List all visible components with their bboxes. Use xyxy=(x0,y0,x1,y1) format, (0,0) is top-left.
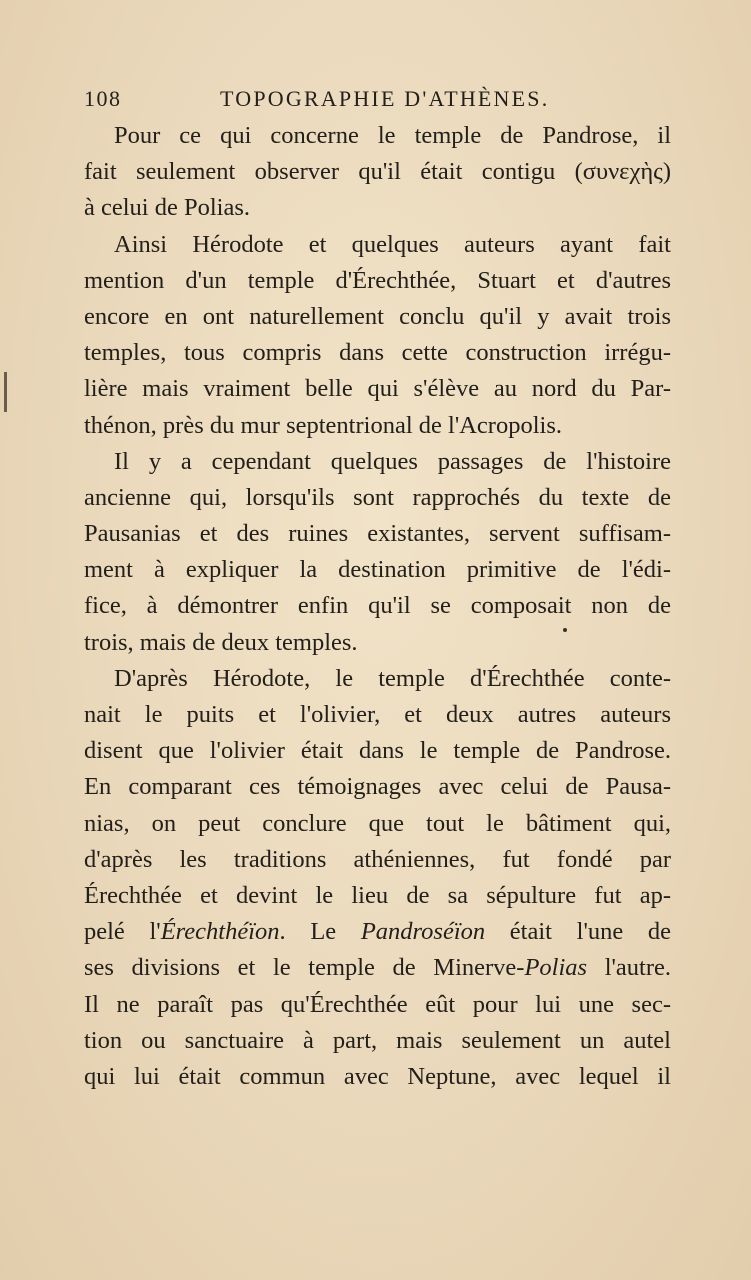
text-line: tion ou sanctuaire à part, mais seulement un autel xyxy=(84,1026,671,1054)
text-run: . Le xyxy=(279,918,361,946)
italic-term: Polias xyxy=(524,954,588,982)
italic-term: Pandroséïon xyxy=(360,918,486,946)
text-line: lière mais vraiment belle qui s'élève au nord du Par- xyxy=(84,375,671,403)
text-line xyxy=(84,914,671,950)
text-line: ancienne qui, lorsqu'ils sont rapprochés du texte de xyxy=(84,483,671,511)
text-line: Il y a cependant quelques passages de l'histoire xyxy=(114,447,671,475)
text-line: mention d'un temple d'Érechthée, Stuart et d'autres xyxy=(84,266,671,294)
text-line: D'après Hérodote, le temple d'Érechthée conte- xyxy=(114,664,671,692)
running-title: TOPOGRAPHIE D'ATHÈNES. xyxy=(220,86,550,111)
text-line xyxy=(84,950,671,986)
page-number: 108 xyxy=(84,86,122,111)
text-line: fait seulement observer qu'il était contigu (συνεχὴς) xyxy=(84,158,671,186)
text-line: Ainsi Hérodote et quelques auteurs ayant fait xyxy=(114,230,671,258)
text-line: Érechthée et devint le lieu de sa sépulture fut ap- xyxy=(84,881,671,909)
text-line: Pour ce qui concerne le temple de Pandrose, il xyxy=(114,122,671,149)
italic-term: Érechthéïon xyxy=(160,918,280,946)
text-line: ment à expliquer la destination primitive de l'édi- xyxy=(84,556,671,584)
text-line: nait le puits et l'olivier, et deux autres auteurs xyxy=(84,701,671,728)
page-header xyxy=(84,86,670,116)
text-line: Pausanias et des ruines existantes, servent suffisam- xyxy=(84,520,671,548)
body-text xyxy=(84,118,671,1095)
text-line: qui lui était commun avec Neptune, avec lequel il xyxy=(84,1062,671,1090)
text-line: disent que l'olivier était dans le temple de Pandrose. xyxy=(84,737,671,765)
text-line: encore en ont naturellement conclu qu'il y avait trois xyxy=(84,302,671,330)
text-line: En comparant ces témoignages avec celui de Pausa- xyxy=(84,773,671,801)
text-run: pelé l' xyxy=(84,918,161,946)
text-line: thénon, près du mur septentrional de l'Acropolis. xyxy=(84,411,562,439)
text-run: ses divisions et le temple de Minerve- xyxy=(84,954,525,982)
text-line: nias, on peut conclure que tout le bâtiment qui, xyxy=(84,809,671,837)
text-run: l'autre. xyxy=(587,954,671,982)
text-line: d'après les traditions athéniennes, fut fondé par xyxy=(84,845,671,873)
text-line: fice, à démontrer enfin qu'il se composait non de xyxy=(84,592,671,620)
text-run: était l'une de xyxy=(485,918,671,946)
ink-speck xyxy=(563,628,567,632)
text-line: à celui de Polias. xyxy=(84,194,251,222)
text-line: Il ne paraît pas qu'Érechthée eût pour lui une sec- xyxy=(84,990,671,1018)
margin-mark xyxy=(4,372,7,412)
text-line: temples, tous compris dans cette construction irrégu- xyxy=(84,339,671,367)
text-line: trois, mais de deux temples. xyxy=(84,628,358,656)
